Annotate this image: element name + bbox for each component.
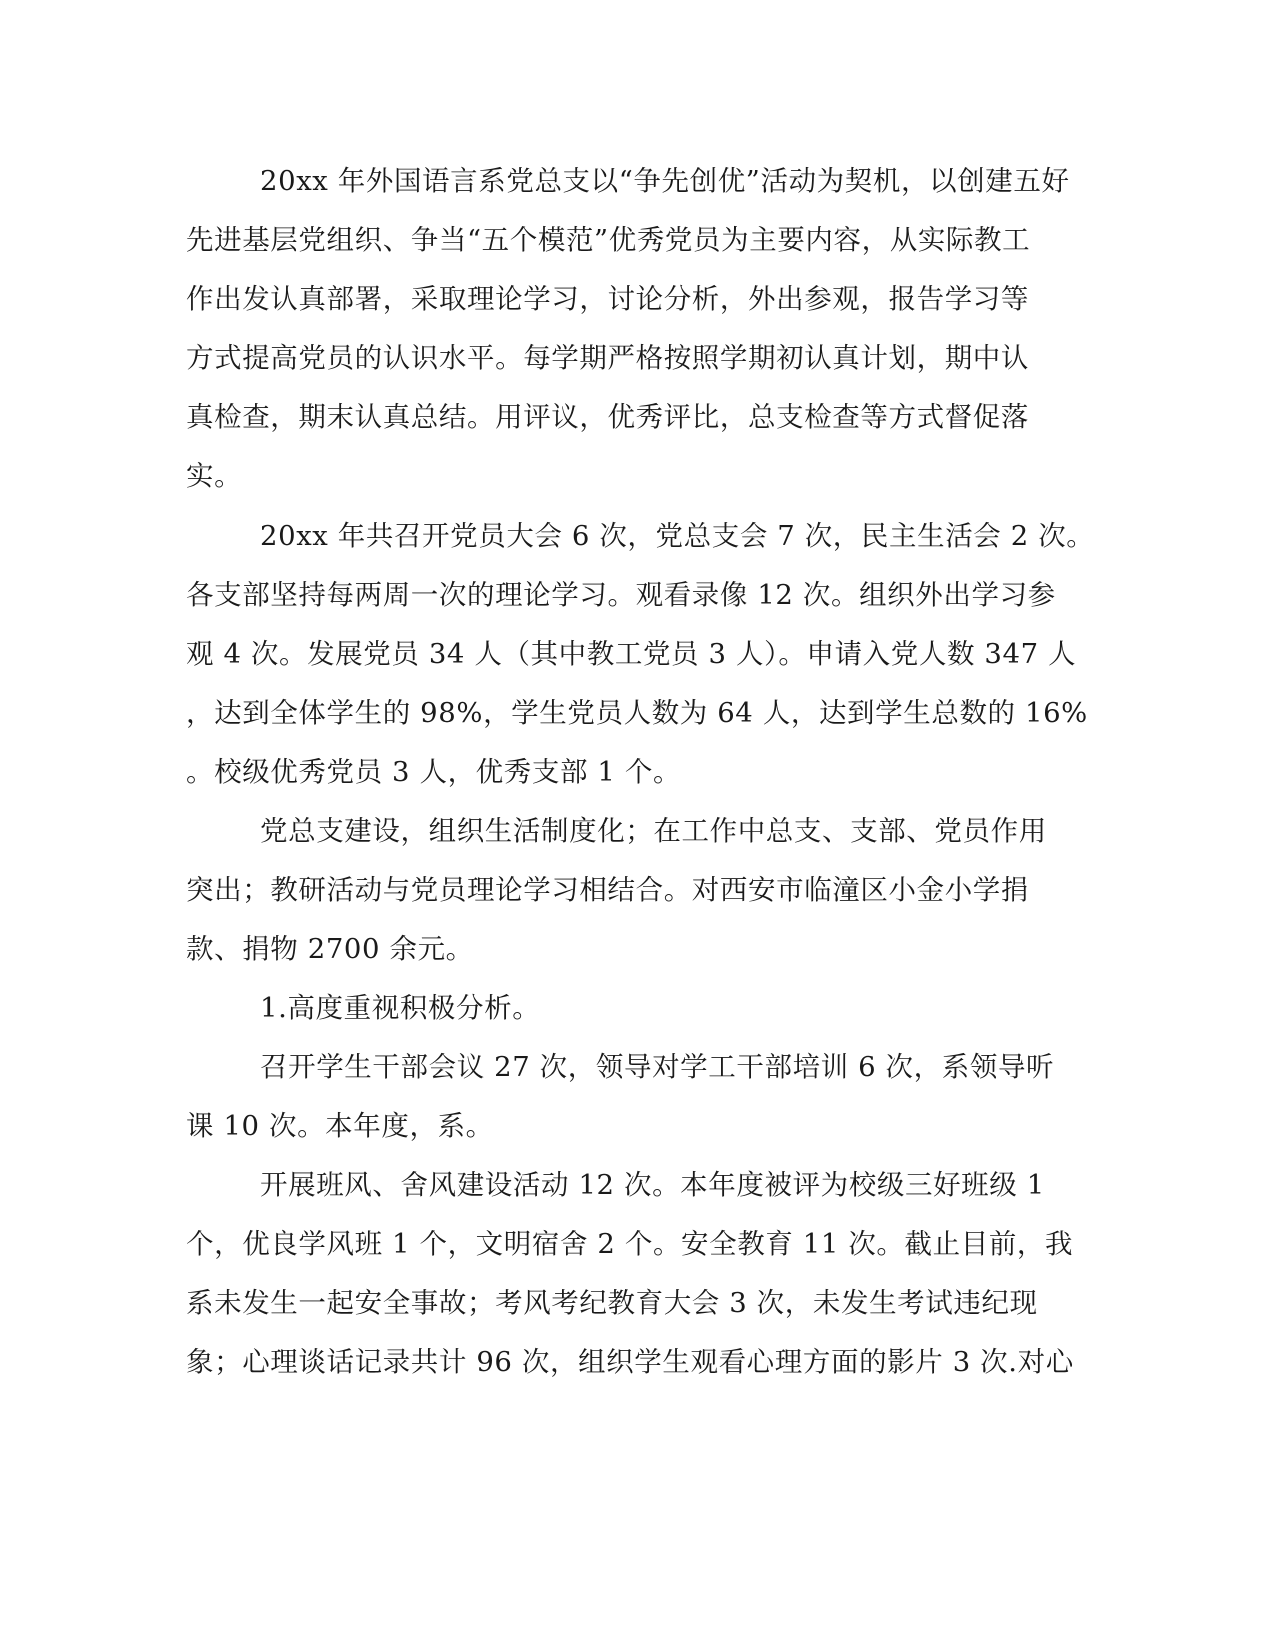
text-line-21: 象；心理谈话记录共计 96 次，组织学生观看心理方面的影片 3 次.对心	[186, 1346, 1074, 1378]
text-line-7: 20xx 年共召开党员大会 6 次，党总支会 7 次，民主生活会 2 次。	[260, 520, 1095, 552]
text-line-17: 课 10 次。本年度，系。	[186, 1110, 494, 1142]
text-line-8: 各支部坚持每两周一次的理论学习。观看录像 12 次。组织外出学习参	[186, 579, 1056, 611]
text-line-6: 实。	[186, 460, 243, 492]
text-line-4: 方式提高党员的认识水平。每学期严格按照学期初认真计划，期中认	[186, 342, 1029, 374]
text-line-11: 。校级优秀党员 3 人，优秀支部 1 个。	[186, 756, 682, 788]
text-line-13: 突出；教研活动与党员理论学习相结合。对西安市临潼区小金小学捐	[186, 874, 1029, 906]
text-line-20: 系未发生一起安全事故；考风考纪教育大会 3 次，未发生考试违纪现	[186, 1287, 1038, 1319]
text-line-1: 20xx 年外国语言系党总支以“争先创优”活动为契机，以创建五好	[260, 165, 1070, 197]
text-line-9: 观 4 次。发展党员 34 人（其中教工党员 3 人）。申请入党人数 347 人	[186, 638, 1077, 670]
text-line-5: 真检查，期末认真总结。用评议，优秀评比，总支检查等方式督促落	[186, 401, 1029, 433]
text-line-16: 召开学生干部会议 27 次，领导对学工干部培训 6 次，系领导听	[260, 1051, 1055, 1083]
text-line-15: 1.高度重视积极分析。	[260, 992, 541, 1024]
text-line-10: ，达到全体学生的 98%，学生党员人数为 64 人，达到学生总数的 16%	[186, 697, 1088, 729]
text-line-2: 先进基层党组织、争当“五个模范”优秀党员为主要内容，从实际教工	[186, 224, 1031, 256]
text-line-3: 作出发认真部署，采取理论学习，讨论分析，外出参观，报告学习等	[186, 283, 1029, 315]
text-line-19: 个，优良学风班 1 个，文明宿舍 2 个。安全教育 11 次。截止目前，我	[186, 1228, 1074, 1260]
text-line-12: 党总支建设，组织生活制度化；在工作中总支、支部、党员作用	[260, 815, 1047, 847]
text-line-14: 款、捐物 2700 余元。	[186, 933, 474, 965]
text-line-18: 开展班风、舍风建设活动 12 次。本年度被评为校级三好班级 1	[260, 1169, 1045, 1201]
